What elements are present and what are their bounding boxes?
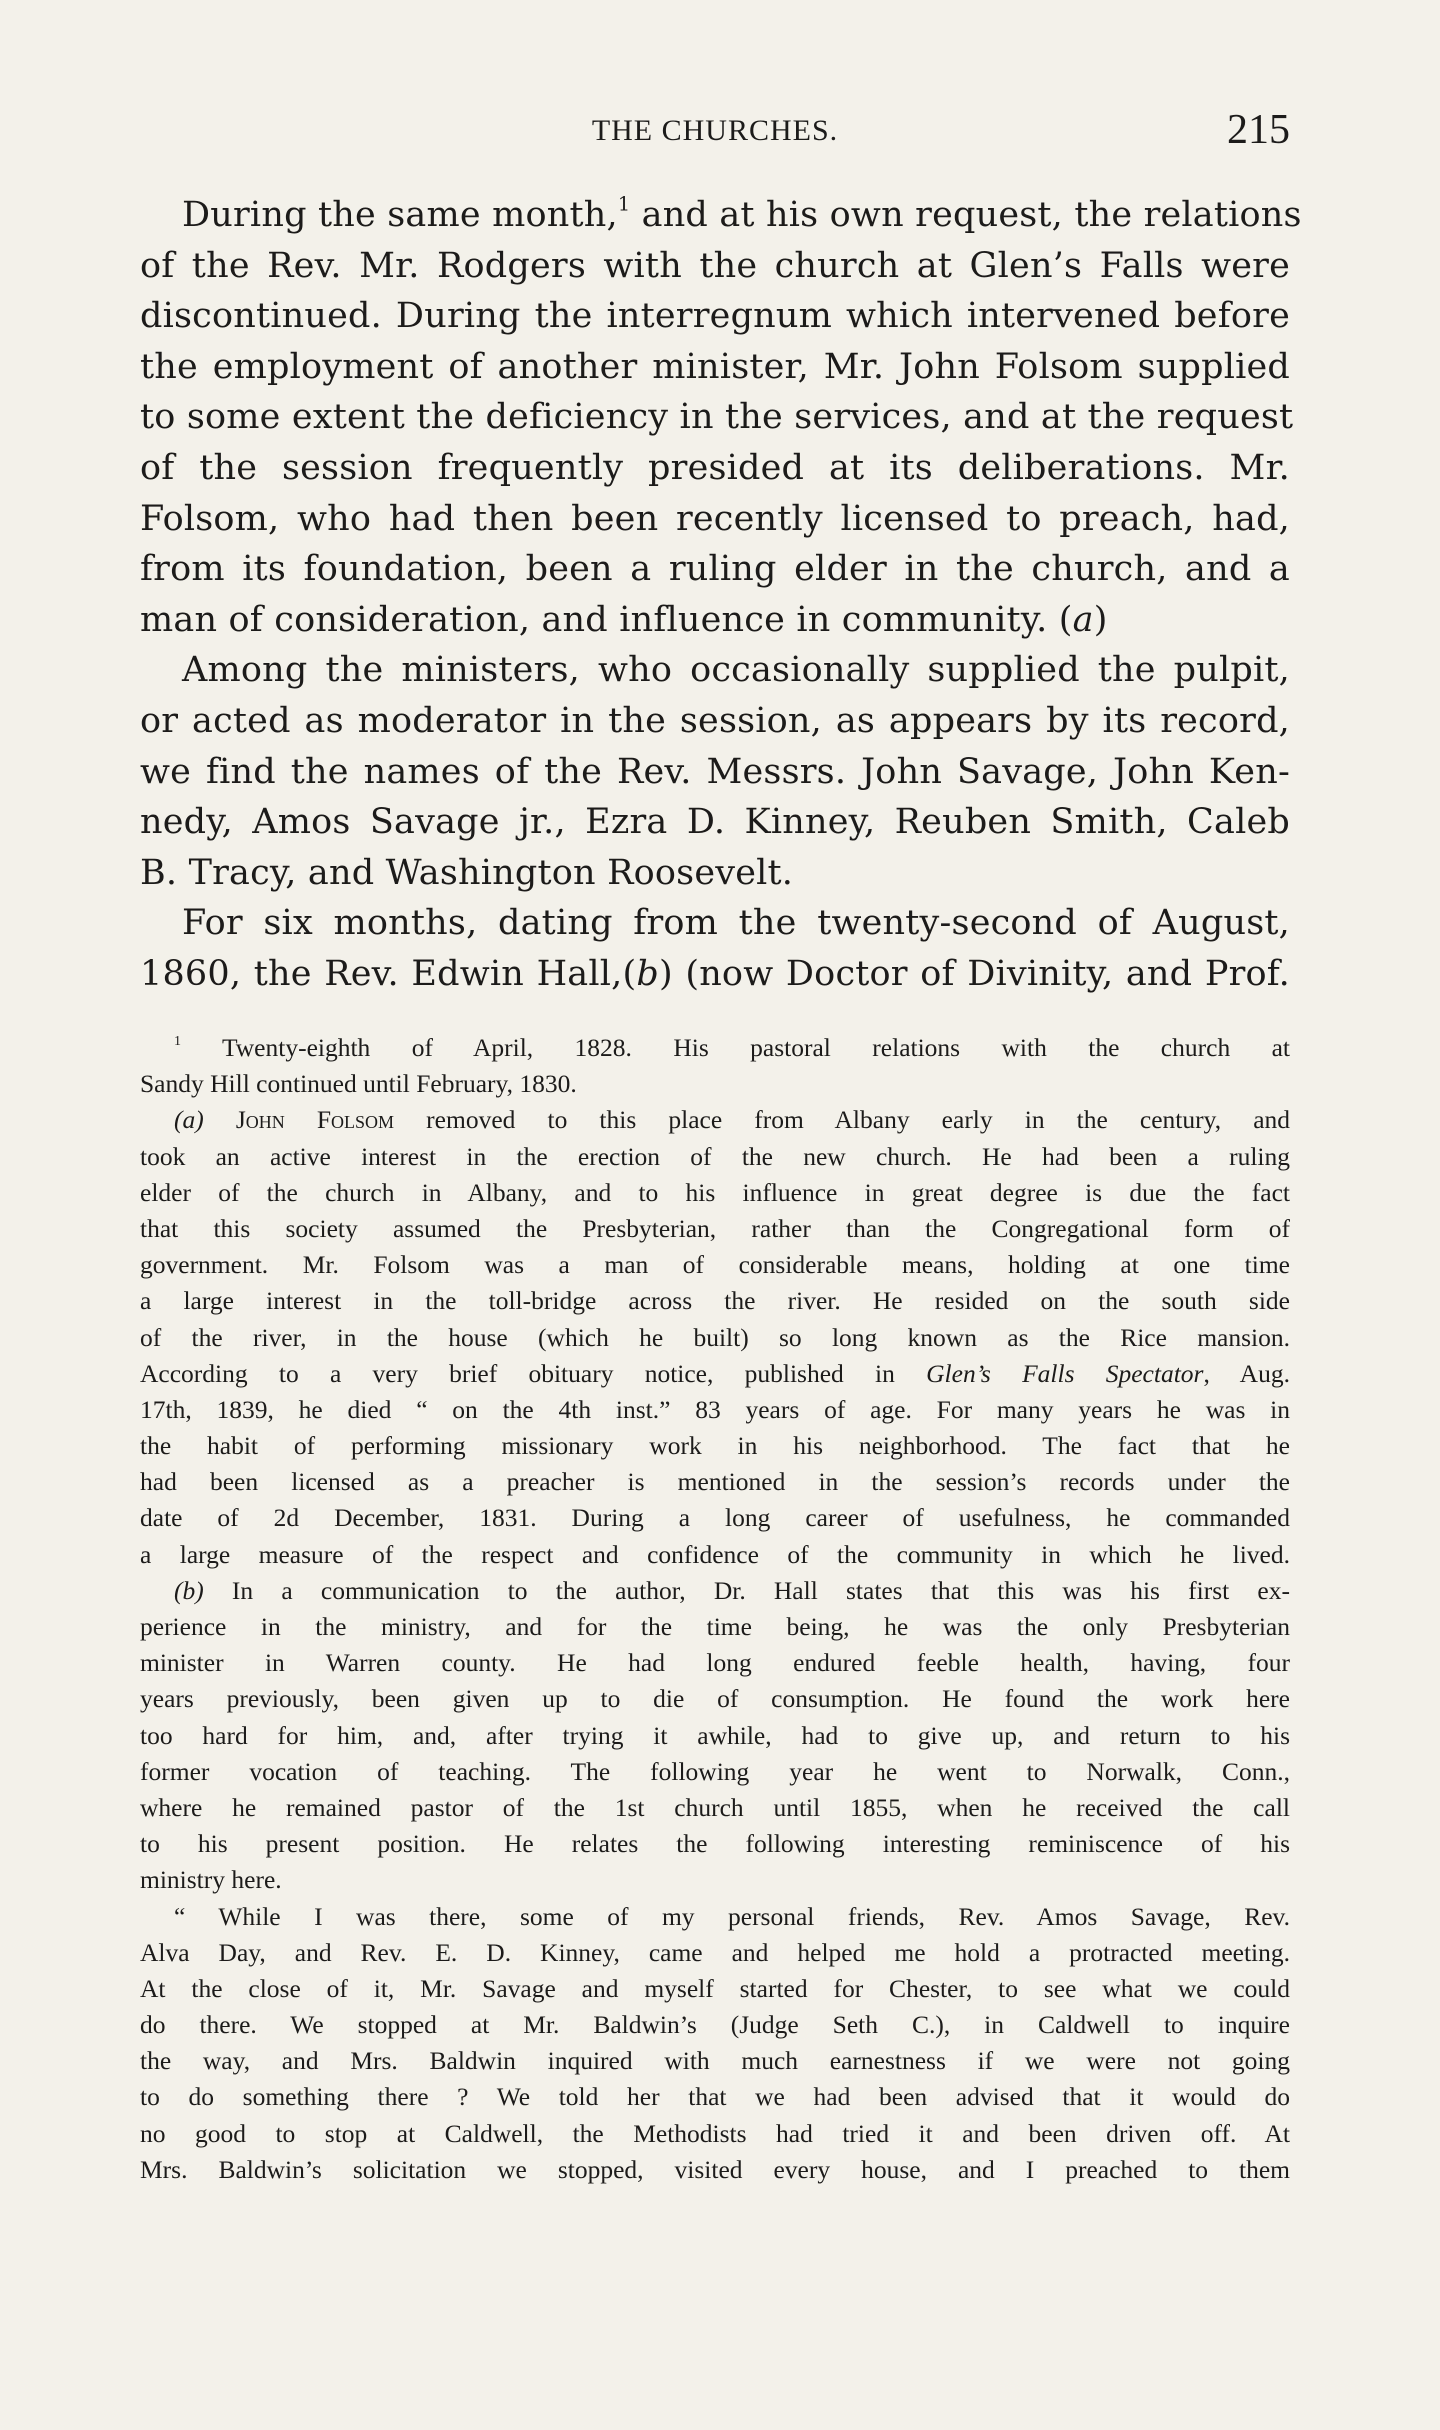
quote-line: “ While I was there, some of my personal friends, Rev. Amos Savage, Rev. xyxy=(174,1901,1290,1931)
quote-line: no good to stop at Caldwell, the Methodists had tried it and been driven off. At xyxy=(140,2118,1290,2148)
quote-line: do there. We stopped at Mr. Baldwin’s (Judge Seth C.), in Caldwell to inquire xyxy=(140,2010,1290,2040)
text-line: discontinued. During the interregnum which intervened before xyxy=(140,296,1290,337)
footnote-line: (a) John Folsom removed to this place from Albany early in the century, and xyxy=(174,1105,1291,1135)
note-ref: b xyxy=(636,953,659,994)
footnote-line: date of 2d December, 1831. During a long career of usefulness, he commanded xyxy=(140,1503,1290,1533)
quote-line: Alva Day, and Rev. E. D. Kinney, came and helped me hold a protracted meeting. xyxy=(140,1937,1290,1967)
footnote-line: Sandy Hill continued until February, 1830. xyxy=(140,1069,577,1099)
note-marker: (b) xyxy=(174,1575,204,1605)
footnotes xyxy=(140,1030,1290,2188)
text-line: Among the ministers, who occasionally supplied the pulpit, xyxy=(182,650,1290,691)
footnote-line: elder of the church in Albany, and to his influence in great degree is due the fact xyxy=(140,1177,1290,1207)
footnote-line: 17th, 1839, he died “ on the 4th inst.” 83 years of age. For many years he was in xyxy=(140,1394,1290,1424)
footnote-line: $^1$ Twenty-eighth of April, 1828. His pastoral relations with the church at xyxy=(174,1033,1290,1062)
newspaper-title: Glen’s Falls Spectator xyxy=(926,1358,1204,1388)
footnote-line: government. Mr. Folsom was a man of considerable means, holding at one time xyxy=(140,1250,1290,1280)
footnote-line: perience in the ministry, and for the time being, he was the only Presbyterian xyxy=(140,1612,1290,1641)
text-line: the employment of another minister, Mr. John Folsom supplied xyxy=(140,346,1290,387)
footnote-line: ministry here. xyxy=(140,1865,282,1895)
running-head: THE CHURCHES. xyxy=(591,114,839,147)
footnote-line: too hard for him, and, after trying it awhile, had to give up, and return to his xyxy=(140,1720,1290,1750)
text-line: During the same month,$^1$ and at his own request, the relations xyxy=(182,192,1302,235)
quote-line: Mrs. Baldwin’s solicitation we stopped, visited every house, and I preached to them xyxy=(140,2154,1290,2184)
quote-line: the way, and Mrs. Baldwin inquired with much earnestness if we were not going xyxy=(140,2046,1290,2076)
main-text xyxy=(140,190,1302,1000)
footnote-line: (b) In a communication to the author, Dr. Hall states that this was his first ex- xyxy=(174,1575,1290,1605)
text-line: For six months, dating from the twenty-second of August, xyxy=(182,903,1290,944)
quote-line: to do something there ? We told her that we had been advised that it would do xyxy=(140,2082,1290,2112)
note-marker: (a) xyxy=(174,1105,204,1135)
footnote-line: of the river, in the house (which he built) so long known as the Rice mansion. xyxy=(140,1322,1290,1352)
text-line: we find the names of the Rev. Messrs. John Savage, John Ken- xyxy=(140,751,1290,792)
text-line: Folsom, who had then been recently licensed to preach, had, xyxy=(140,498,1290,539)
text-line: to some extent the deficiency in the services, and at the request xyxy=(140,397,1294,438)
footnote-line: the habit of performing missionary work in his neighborhood. The fact that he xyxy=(140,1431,1290,1461)
footnote-line: a large interest in the toll-bridge across the river. He resided on the south side xyxy=(140,1286,1290,1316)
footnote-line: where he remained pastor of the 1st church until 1855, when he received the call xyxy=(140,1792,1290,1822)
footnote-line: former vocation of teaching. The following year he went to Norwalk, Conn., xyxy=(140,1756,1290,1786)
page-number: 215 xyxy=(1227,107,1290,153)
quote-line: At the close of it, Mr. Savage and myself started for Chester, to see what we could xyxy=(140,1973,1290,2003)
footnote-line: to his present position. He relates the following interesting reminiscence of his xyxy=(140,1829,1290,1859)
footnote-line: a large measure of the respect and confidence of the community in which he lived. xyxy=(140,1539,1290,1569)
text-line: from its foundation, been a ruling elder in the church, and a xyxy=(140,549,1290,590)
note-ref: a xyxy=(1072,599,1094,640)
footnote-line: that this society assumed the Presbyterian, rather than the Congregational form of xyxy=(140,1213,1290,1243)
text-line: man of consideration, and influence in community. (a) xyxy=(140,599,1108,640)
text-line: 1860, the Rev. Edwin Hall,(b) (now Doctor of Divinity, and Prof. xyxy=(140,953,1291,994)
footnote-marker: 1 xyxy=(174,1033,182,1049)
footnote-line: minister in Warren county. He had long endured feeble health, having, four xyxy=(140,1648,1290,1678)
text-line: B. Tracy, and Washington Roosevelt. xyxy=(140,852,794,893)
text-line: or acted as moderator in the session, as appears by its record, xyxy=(140,700,1290,741)
text-line: of the Rev. Mr. Rodgers with the church at Glen’s Falls were xyxy=(140,245,1290,286)
footnote-line: took an active interest in the erection of the new church. He had been a ruling xyxy=(140,1141,1290,1171)
page-header xyxy=(140,108,1290,164)
text-line: nedy, Amos Savage jr., Ezra D. Kinney, Reuben Smith, Caleb xyxy=(140,802,1290,843)
footnote-line: According to a very brief obituary notice, published in Glen’s Falls Spectator, Aug. xyxy=(140,1358,1290,1388)
footnote-line: had been licensed as a preacher is mentioned in the session’s records under the xyxy=(140,1467,1290,1497)
footnote-line: years previously, been given up to die of consumption. He found the work here xyxy=(140,1684,1290,1714)
text-line: of the session frequently presided at its deliberations. Mr. xyxy=(140,447,1290,488)
footnote-ref: 1 xyxy=(617,192,631,216)
